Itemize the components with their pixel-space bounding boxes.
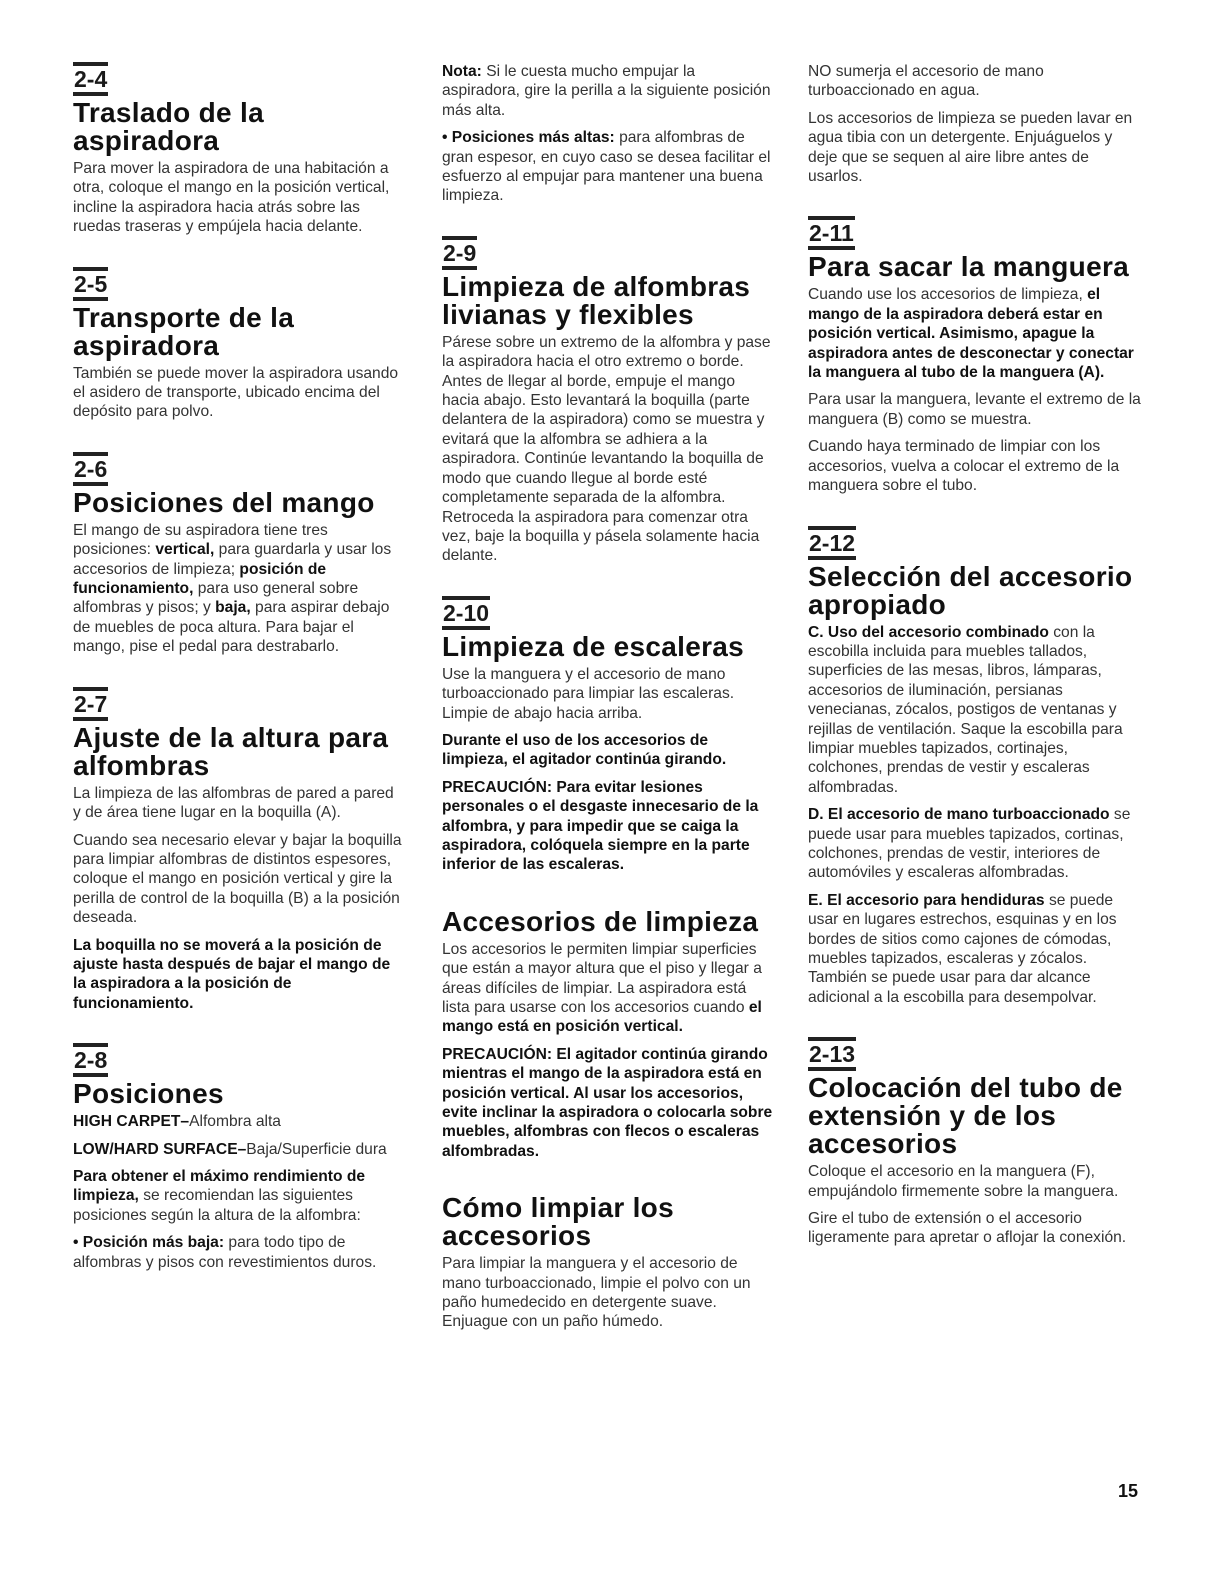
paragraph: C. Uso del accesorio combinado con la escobilla incluida para muebles tallados, superficies de las mesas, libros, lámparas, accesorios de iluminación, persianas venecianas, zócalos, postigos de ventanas y rejillas de ventilación. Saque la escobilla para limpiar muebles tapizados, cortinajes, colchones, prendas de vestir y escaleras alfombradas. [808,623,1123,796]
section-2-9 [442,236,774,566]
note-paragraph: La boquilla no se moverá a la posición de ajuste hasta después de bajar el mango de la aspiradora a la posición de funcionamiento. [73,936,391,1012]
caution-paragraph: PRECAUCIÓN: Para evitar lesiones personales o el desgaste innecesario de la alfombra, y para impedir que se caiga la aspiradora, colóquela siempre en la parte inferior de las escaleras. [442,778,759,874]
paragraph: Párese sobre un extremo de la alfombra y pase la aspiradora hacia el otro extremo o borde. Antes de llegar al borde, empuje el mango hacia abajo. Esto levantará la boquilla (parte delantera de la aspiradora) como se muestra y evitará que la alfombra se adhiera a la aspiradora. Continúe levantando la boquilla de modo que cuando llegue al borde esté completamente separada de la alfombra. Retroceda la aspiradora para comenzar otra vez, baje la boquilla y pásela solamente hacia delante. [442,333,771,565]
paragraph: Cuando sea necesario elevar y bajar la boquilla para limpiar alfombras de distintos espesores, coloque el mango en posición vertical y gire la perilla de control de la boquilla (B) a la posición deseada. [73,831,402,927]
paragraph: La limpieza de las alfombras de pared a pared y de área tiene lugar en la boquilla (A). [73,784,394,822]
paragraph: Para obtener el máximo rendimiento de limpieza, se recomiendan las siguientes posiciones según la altura de la alfombra: [73,1167,366,1224]
section-2-11 [808,216,1143,495]
section-number: 2-13 [808,1037,856,1071]
section-2-13 [808,1037,1143,1248]
section-title: Posiciones [73,1078,224,1110]
section-2-8 [73,1043,403,1272]
note-paragraph: Durante el uso de los accesorios de limpieza, el agitador continúa girando. [442,731,727,769]
section-2-10 [442,596,774,875]
section-number: 2-10 [442,596,490,630]
section-2-5 [73,267,403,422]
paragraph: HIGH CARPET–Alfombra alta [73,1113,281,1131]
section-title: Colocación del tubo de extensión y de los accesorios [808,1072,1123,1160]
paragraph: LOW/HARD SURFACE–Baja/Superficie dura [73,1140,387,1158]
paragraph: Los accesorios le permiten limpiar superficies que están a mayor altura que el piso y llegar a áreas difíciles de limpiar. La aspiradora está lista para usarse con los accesorios cuando el mango está en posición vertical. [442,940,762,1036]
section-title: Ajuste de la altura para alfombras [73,721,389,781]
section-number: 2-12 [808,526,856,560]
paragraph: Coloque el accesorio en la manguera (F), empujándolo firmemente sobre la manguera. [808,1163,1119,1200]
section-title: Cómo limpiar los accesorios [442,1192,674,1252]
section-number: 2-7 [73,687,108,721]
section-number: 2-8 [73,1043,108,1077]
note-paragraph: Nota: Si le cuesta mucho empujar la aspiradora, gire la perilla a la siguiente posición más alta. [442,63,771,119]
paragraph: Use la manguera y el accesorio de mano turboaccionado para limpiar las escaleras. Limpie de abajo hacia arriba. [442,665,735,722]
column-3 [808,62,1143,1256]
section-2-7 [73,687,403,1013]
section-2-6 [73,452,403,657]
section-title: Accesorios de limpieza [442,905,759,937]
paragraph: E. El accesorio para hendiduras se puede usar en lugares estrechos, esquinas y en los bordes de sitios como cajones de cómodas, muebles tapizados, escaleras y zócalos. También se puede usar para dar alcance adicional a la escobilla para desempolvar. [808,891,1117,1006]
section-title: Para sacar la manguera [808,251,1130,283]
section-title: Limpieza de alfombras livianas y flexibles [442,270,751,330]
section-2-4 [73,62,403,237]
section-title: Posiciones del mango [73,486,375,518]
paragraph: NO sumerja el accesorio de mano turboaccionado en agua. [808,63,1044,100]
section-title: Limpieza de escaleras [442,630,745,662]
section-2-12 [808,526,1143,1008]
paragraph: D. El accesorio de mano turboaccionado se puede usar para muebles tapizados, cortinas, colchones, prendas de vestir, interiores de automóviles y escaleras alfombradas. [808,806,1131,882]
section-number: 2-9 [442,236,477,270]
section-number: 2-4 [73,62,108,96]
section-number: 2-11 [808,216,855,250]
paragraph: También se puede mover la aspiradora usando el asidero de transporte, ubicado encima del depósito para polvo. [73,364,399,421]
section-como-limpiar [442,1194,774,1332]
section-title: Traslado de la aspiradora [73,97,264,156]
section-number: 2-5 [73,267,108,301]
paragraph: Para usar la manguera, levante el extremo de la manguera (B) como se muestra. [808,391,1141,428]
paragraph: Cuando use los accesorios de limpieza, el mango de la aspiradora deberá estar en posición vertical. Asimismo, apague la aspiradora antes de desconectar y conectar la manguera al tubo de la manguera (A). [808,286,1134,382]
paragraph: • Posiciones más altas: para alfombras de gran espesor, en cuyo caso se desea facilitar el esfuerzo al empujar para mantener una buena limpieza. [442,129,771,205]
paragraph: Los accesorios de limpieza se pueden lavar en agua tibia con un detergente. Enjuáguelos y deje que se sequen al aire libre antes de usarlos. [808,109,1133,186]
paragraph: Gire el tubo de extensión o el accesorio ligeramente para apretar o aflojar la conexión. [808,1210,1127,1247]
section-accesorios [442,905,774,1161]
paragraph: El mango de su aspiradora tiene tres posiciones: vertical, para guardarla y usar los accesorios de limpieza; posición de funcionamiento, para uso general sobre alfombras y pisos; y baja, para aspirar debajo de muebles de poca altura. Para bajar el mango, pise el pedal para destrabarlo. [73,521,392,656]
section-title: Selección del accesorio apropiado [808,560,1133,620]
section-title: Transporte de la aspiradora [73,301,295,361]
paragraph: • Posición más baja: para todo tipo de alfombras y pisos con revestimientos duros. [73,1234,377,1271]
paragraph: Cuando haya terminado de limpiar con los accesorios, vuelva a colocar el extremo de la manguera sobre el tubo. [808,438,1120,495]
caution-paragraph: PRECAUCIÓN: El agitador continúa girando mientras el mango de la aspiradora está en posición vertical. Al usar los accesorios, evite inclinar la aspiradora o colocarla sobre muebles, alfombras con flecos o escaleras alfombradas. [442,1045,773,1160]
paragraph: Para limpiar la manguera y el accesorio de mano turboaccionado, limpie el polvo con un paño humedecido en detergente suave. Enjuague con un paño húmedo. [442,1255,751,1331]
section-number: 2-6 [73,452,108,486]
column-2 [442,62,774,1340]
page-number: 15 [1118,1481,1139,1501]
column-1 [73,62,403,1280]
paragraph: Para mover la aspiradora de una habitación a otra, coloque el mango en la posición vertical, incline la aspiradora hacia atrás sobre las ruedas traseras y empújela hacia delante. [73,160,390,236]
